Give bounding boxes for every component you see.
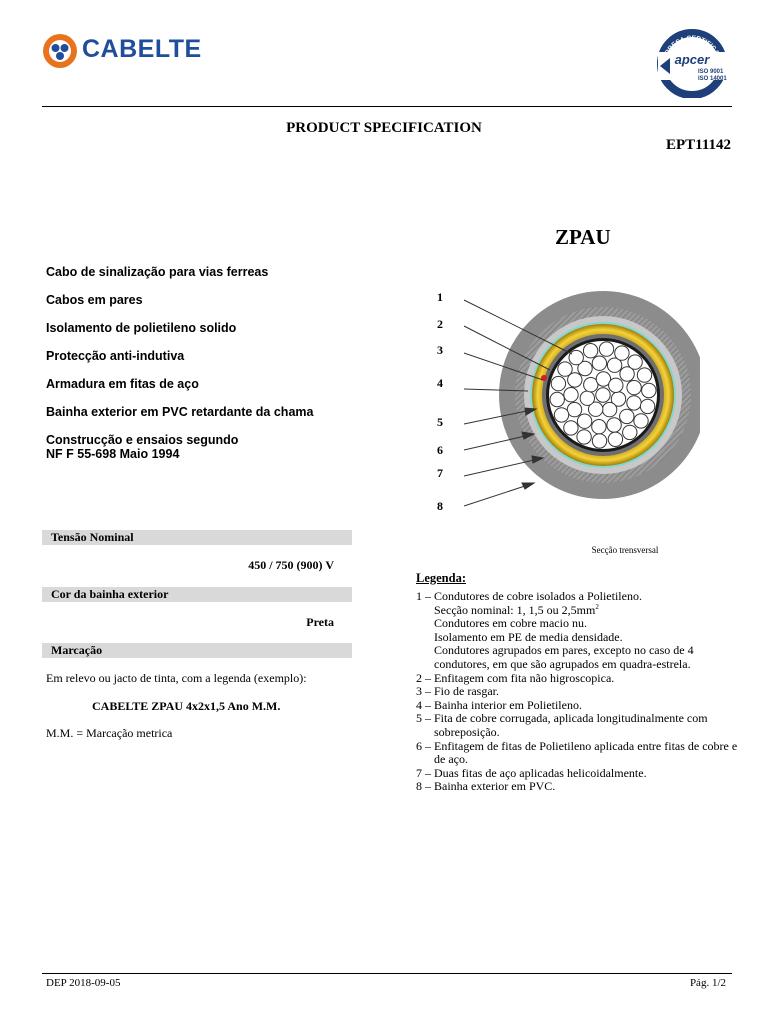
page-number: Pág. 1/2 [689, 977, 726, 989]
legend-item-1-grouping: Condutores agrupados em pares, excepto no caso de 4 condutores, em que são agrupados em quadra-estrela. [434, 643, 694, 671]
conductor [608, 432, 622, 446]
conductor [607, 418, 621, 432]
conductor [642, 383, 656, 397]
callout-5: 5 [437, 415, 443, 429]
conductor [592, 356, 606, 370]
conductor [551, 376, 565, 390]
feature-item: Bainha exterior em PVC retardante da chama [46, 405, 314, 419]
conductor [580, 391, 594, 405]
feature-item: Protecção anti-indutiva [46, 349, 185, 363]
conductor [615, 346, 629, 360]
sheath-color-value: Preta [306, 615, 334, 629]
legend-item-1-insulation: Isolamento em PE de media densidade. [434, 629, 623, 644]
product-name: ZPAU [555, 225, 611, 249]
legend-item-4: 4 – Bainha interior em Polietileno. [416, 697, 582, 712]
legend-title: Legenda: [416, 571, 466, 585]
conductor [637, 368, 651, 382]
conductor [554, 408, 568, 422]
conductor [627, 396, 641, 410]
legend-item-6: 6 – Enfitagem de fitas de Polietileno aplicada entre fitas de cobre e de aço. [416, 738, 738, 767]
conductor [592, 434, 606, 448]
sheath-color-label: Cor da bainha exterior [42, 587, 352, 602]
callout-8: 8 [437, 499, 443, 513]
legend-item-1-section: Secção nominal: 1, 1,5 ou $2,5mm^2$ [434, 602, 599, 617]
cable-cross-section-diagram [400, 280, 700, 520]
svg-text:EMPRESA CERTIFICADA: RESA CERTIFIC [666, 34, 718, 53]
conductor [577, 430, 591, 444]
callout-2: 2 [437, 317, 443, 331]
conductor [564, 421, 578, 435]
cabelte-logo [42, 31, 202, 71]
conductor [569, 350, 583, 364]
conductor [558, 362, 572, 376]
legend-item-2: 2 – Enfitagem com fita não higroscopica. [416, 670, 615, 685]
conductor [564, 388, 578, 402]
conductor [583, 344, 597, 358]
conductor [577, 414, 591, 428]
svg-text:ISO 9001: ISO 9001 [698, 69, 724, 75]
conductor [634, 414, 648, 428]
legend-item-8: 8 – Bainha exterior em PVC. [416, 779, 556, 794]
conductor [623, 425, 637, 439]
callout-3: 3 [437, 343, 443, 357]
feature-item: Construcção e ensaios segundo [46, 433, 239, 447]
legend-item-1: 1 – Condutores de cobre isolados a Polietileno. [416, 589, 642, 603]
footer-date: DEP 2018-09-05 [46, 977, 121, 989]
marking-note: M.M. = Marcação metrica [46, 726, 173, 740]
conductor [620, 409, 634, 423]
conductor [602, 402, 616, 416]
conductor [599, 342, 613, 356]
feature-item: Isolamento de polietileno solido [46, 321, 237, 335]
conductor [628, 355, 642, 369]
legend-item-3: 3 – Fio de rasgar. [416, 684, 499, 699]
document-title: PRODUCT SPECIFICATION [286, 120, 482, 136]
document-code: EPT11142 [665, 137, 731, 153]
callout-6: 6 [437, 443, 443, 457]
conductor [592, 420, 606, 434]
callout-4: 4 [437, 376, 443, 390]
legend-list [416, 590, 746, 794]
apcer-certification-seal [650, 26, 736, 98]
conductor [550, 392, 564, 406]
feature-item: Cabos em pares [46, 293, 143, 307]
header-rule [42, 106, 732, 107]
conductor [640, 399, 654, 413]
marking-example: CABELTE ZPAU 4x2x1,5 Ano M.M. [92, 699, 281, 713]
legend-item-5: 5 – Fita de cobre corrugada, aplicada longitudinalmente com sobreposição. [416, 711, 708, 739]
conductor [609, 378, 623, 392]
voltage-label: Tensão Nominal [42, 530, 352, 545]
marking-label: Marcação [42, 643, 352, 658]
conductor [627, 380, 641, 394]
svg-text:apcer: apcer [674, 52, 710, 67]
footer-rule [42, 973, 732, 974]
svg-text:ISO 14001: ISO 14001 [698, 76, 727, 82]
conductor [596, 388, 610, 402]
legend-item-7: 7 – Duas fitas de aço aplicadas helicoidalmente. [416, 765, 647, 780]
conductor [567, 402, 581, 416]
feature-item: Cabo de sinalização para vias ferreas [46, 265, 269, 279]
feature-item: NF F 55-698 Maio 1994 [46, 447, 180, 461]
voltage-value: 450 / 750 (900) V [248, 558, 334, 572]
cabelte-logo-icon [42, 33, 78, 69]
legend-item-1-conductor: Condutores em cobre macio nu. [434, 616, 587, 631]
callout-1: 1 [437, 290, 443, 304]
brand-name: CABELTE [82, 35, 202, 63]
feature-item: Armadura em fitas de aço [46, 377, 199, 391]
callout-7: 7 [437, 466, 443, 480]
marking-intro: Em relevo ou jacto de tinta, com a legenda (exemplo): [46, 671, 307, 685]
diagram-caption: Secção trensversal [591, 545, 659, 555]
